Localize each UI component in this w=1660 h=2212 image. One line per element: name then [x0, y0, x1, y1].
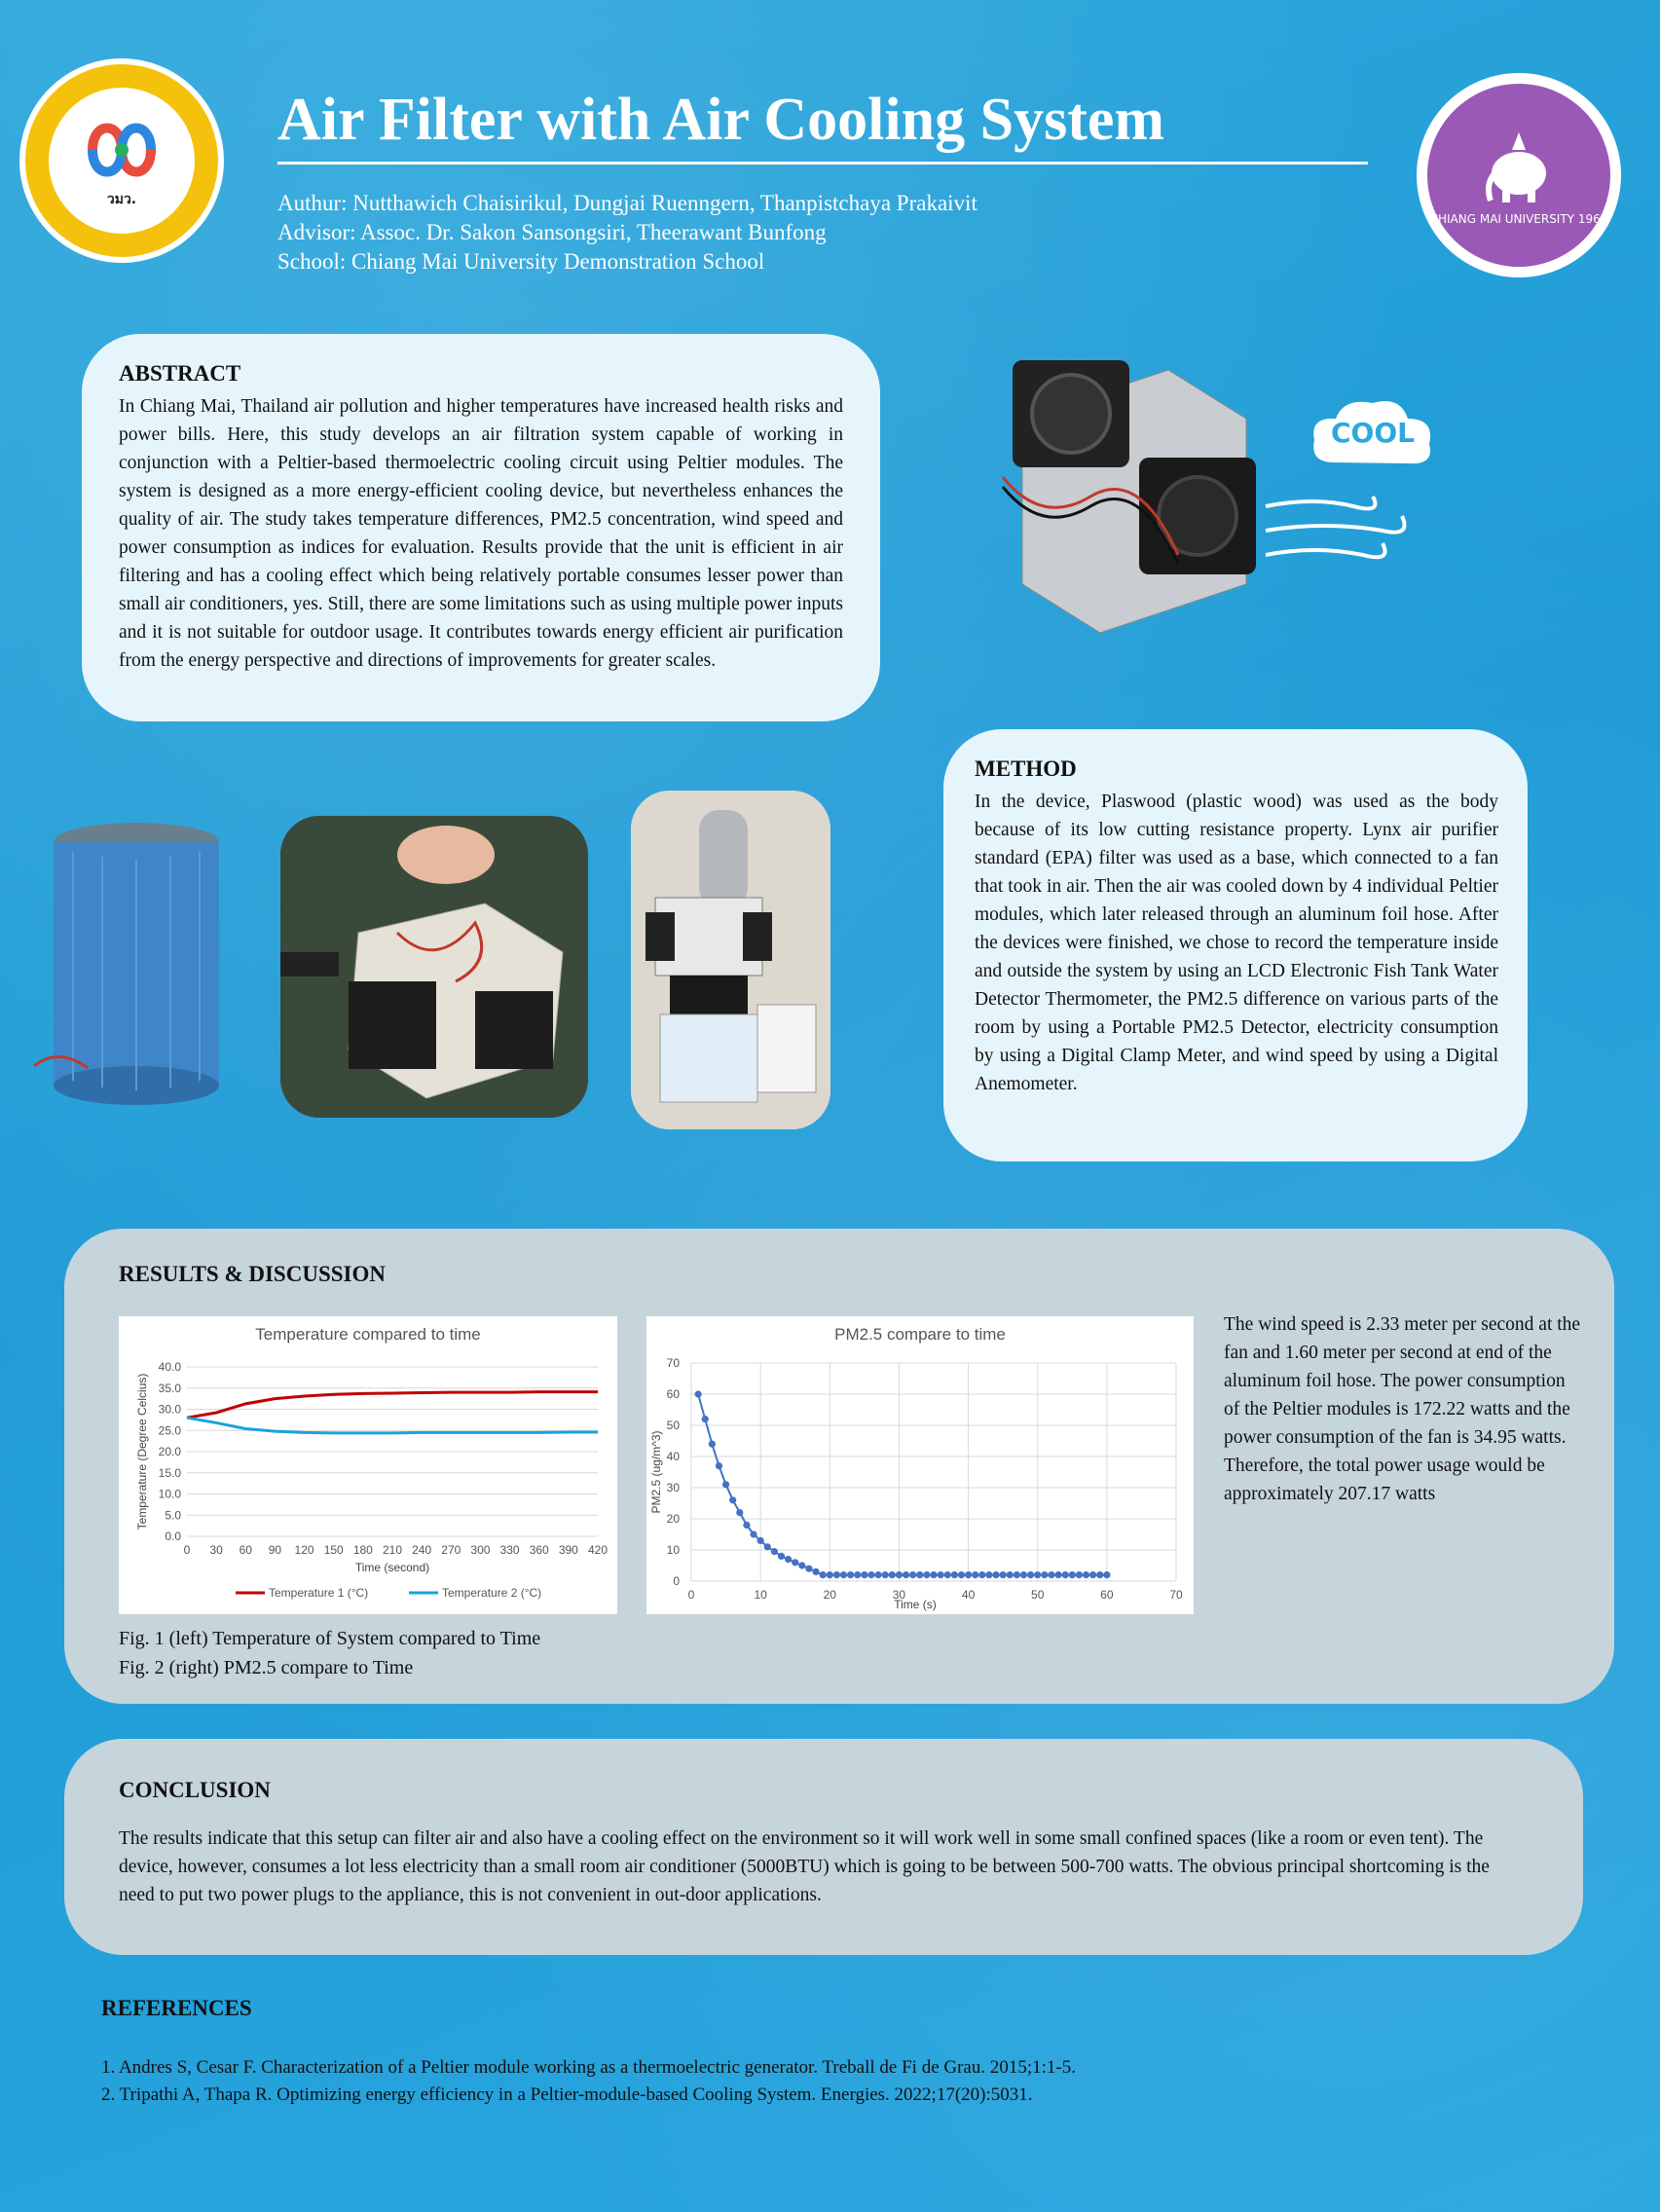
- data-point: [1062, 1571, 1069, 1578]
- data-point: [972, 1571, 978, 1578]
- y-axis-label: Temperature (Degree Celcius): [135, 1373, 149, 1530]
- x-tick-label: 20: [823, 1588, 836, 1602]
- x-tick-label: 420: [587, 1543, 609, 1557]
- data-point: [944, 1571, 951, 1578]
- data-point: [833, 1571, 840, 1578]
- university-logo-label: CHIANG MAI UNIVERSITY 1964: [1429, 212, 1608, 226]
- y-tick-label: 10.0: [158, 1487, 181, 1501]
- data-point: [1069, 1571, 1076, 1578]
- chart-title: PM2.5 compare to time: [834, 1325, 1006, 1344]
- y-tick-label: 15.0: [158, 1465, 181, 1480]
- y-tick-label: 20: [666, 1512, 680, 1526]
- author-block: [277, 189, 978, 276]
- x-axis-label: Time (s): [894, 1598, 937, 1611]
- data-point: [1054, 1571, 1061, 1578]
- data-point: [930, 1571, 937, 1578]
- airflow-swirl-icon: [1256, 467, 1431, 584]
- data-point: [805, 1566, 812, 1572]
- y-tick-label: 30: [666, 1481, 680, 1494]
- school-logo-label: วมว.: [106, 192, 137, 207]
- school-logo: [19, 58, 224, 263]
- advisor-line: Advisor: Assoc. Dr. Sakon Sansongsiri, Theerawant Bunfong: [277, 220, 827, 244]
- school-logo-emblem: [49, 88, 195, 234]
- y-tick-label: 50: [666, 1419, 680, 1432]
- x-tick-label: 0: [183, 1543, 191, 1557]
- figure-2-caption: Fig. 2 (right) PM2.5 compare to Time: [119, 1657, 414, 1678]
- data-point: [1034, 1571, 1041, 1578]
- y-tick-label: 60: [666, 1387, 680, 1401]
- data-point: [896, 1571, 903, 1578]
- data-point: [840, 1571, 847, 1578]
- method-panel: [943, 729, 1528, 1161]
- data-point: [854, 1571, 861, 1578]
- x-tick-label: 40: [961, 1588, 976, 1602]
- data-point: [722, 1481, 729, 1488]
- data-point: [847, 1571, 854, 1578]
- legend-entry: Temperature 1 (°C): [269, 1586, 369, 1600]
- x-tick-label: 60: [239, 1543, 252, 1557]
- x-tick-label: 60: [1100, 1588, 1114, 1602]
- conclusion-panel: [64, 1739, 1583, 1955]
- data-point: [1027, 1571, 1034, 1578]
- data-point: [1000, 1571, 1007, 1578]
- x-tick-label: 270: [441, 1543, 461, 1557]
- data-point: [798, 1562, 805, 1568]
- references-section: [101, 1996, 1562, 2109]
- x-tick-label: 390: [558, 1543, 578, 1557]
- y-tick-label: 5.0: [165, 1508, 181, 1523]
- conclusion-heading: CONCLUSION: [119, 1778, 271, 1802]
- abstract-heading: ABSTRACT: [119, 361, 241, 386]
- peltier-device-photo: [983, 331, 1275, 643]
- data-point: [1096, 1571, 1103, 1578]
- legend-entry: Temperature 2 (°C): [442, 1586, 542, 1600]
- reference-item: 2. Tripathi A, Thapa R. Optimizing energy efficiency in a Peltier-module-based Cooling System. Energies. 2022;17(20):5031.: [101, 2084, 1033, 2105]
- data-point: [736, 1509, 743, 1516]
- x-tick-label: 30: [892, 1588, 906, 1602]
- y-tick-label: 10: [666, 1543, 680, 1557]
- data-point: [716, 1462, 722, 1469]
- data-point: [938, 1571, 944, 1578]
- pm25-chart: [646, 1316, 1194, 1614]
- data-point: [909, 1571, 916, 1578]
- data-point: [827, 1571, 833, 1578]
- y-axis-label: PM2.5 (ug/m^3): [649, 1430, 663, 1514]
- data-point: [771, 1548, 778, 1555]
- x-tick-label: 300: [470, 1543, 491, 1557]
- temperature-chart: [119, 1316, 617, 1614]
- results-discussion-text: The wind speed is 2.33 meter per second at the fan and 1.60 meter per second at end of the aluminum foil hose. The power consumption of the Peltier modules is 172.22 watts and the power consumption of the fan is 34.95 watts. Therefore, the total power usage would be approximately 207.17 watts: [1224, 1314, 1581, 1504]
- x-tick-label: 210: [382, 1543, 403, 1557]
- y-tick-label: 20.0: [158, 1445, 181, 1458]
- data-point: [1076, 1571, 1083, 1578]
- x-tick-label: 180: [352, 1543, 373, 1557]
- university-logo: [1417, 73, 1621, 277]
- x-tick-label: 360: [529, 1543, 549, 1557]
- x-tick-label: 120: [294, 1543, 314, 1557]
- data-point: [1041, 1571, 1048, 1578]
- data-point: [1103, 1571, 1110, 1578]
- data-point: [812, 1568, 819, 1575]
- y-tick-label: 30.0: [158, 1402, 181, 1417]
- poster-title: Air Filter with Air Cooling System: [277, 87, 1165, 153]
- authors-line: Authur: Nutthawich Chaisirikul, Dungjai Ruenngern, Thanpistchaya Prakaivit: [277, 191, 978, 215]
- x-tick-label: 70: [1169, 1588, 1183, 1602]
- y-tick-label: 35.0: [158, 1381, 181, 1395]
- data-point: [1048, 1571, 1054, 1578]
- conclusion-text: The results indicate that this setup can filter air and also have a cooling effect on the environment so it will work well in some small confined spaces (like a room or even tent). The device, however, consumes a lot less electricity than a small room air conditioner (5000BTU) which is going to be between 500-700 watts. The obvious principal shortcoming is the need to put two power plugs to the appliance, this is not convenient in out-door applications.: [119, 1828, 1490, 1905]
- method-text: In the device, Plaswood (plastic wood) was used as the body because of its low cutting resistance property. Lynx air purifier standard (EPA) filter was used as a base, which connected to a fan that took in air. Then the air was cooled down by 4 individual Peltier modules, which later released through an aluminum foil hose. After the devices were finished, we chose to record the temperature inside and outside the system by using an LCD Electronic Fish Tank Water Detector Thermometer, the PM2.5 difference on various parts of the room by using a Portable PM2.5 Detector, electricity consumption by using a Digital Clamp Meter, and wind speed by using a Digital Anemometer.: [975, 792, 1498, 1094]
- data-point: [861, 1571, 867, 1578]
- abstract-text: In Chiang Mai, Thailand air pollution and higher temperatures have increased health risks and power bills. Here, this study develops an air filtration system capable of working in conjunction with a Peltier-based thermoelectric cooling circuit using Peltier modules. The system is designed as a more energy-efficient cooling device, but nevertheless enhances the quality of air. The study takes temperature differences, PM2.5 concentration, wind speed and power consumption as indices for evaluation. Results provide that the unit is efficient in air filtering and has a cooling effect which being relatively portable consumes lesser power than small air conditioners, yes. Still, there are some limitations such as using multiple power inputs and it is not suitable for outdoor usage. It contributes towards energy efficient air purification from the energy perspective and directions of improvements for greater scales.: [119, 396, 843, 671]
- prototype-photo: [631, 791, 830, 1129]
- data-point: [916, 1571, 923, 1578]
- reference-item: 1. Andres S, Cesar F. Characterization of a Peltier module working as a thermoelectric generator. Treball de Fi de Grau. 2015;1:1-5.: [101, 2057, 1076, 2078]
- y-tick-label: 0: [673, 1574, 680, 1588]
- data-point: [785, 1556, 792, 1563]
- data-point: [1020, 1571, 1027, 1578]
- elephant-icon: [1475, 125, 1563, 212]
- data-point: [702, 1416, 709, 1422]
- series-line-1: [187, 1392, 598, 1419]
- data-point: [923, 1571, 930, 1578]
- figure-captions: [119, 1624, 540, 1682]
- y-tick-label: 70: [666, 1356, 680, 1370]
- university-logo-seal: [1427, 84, 1610, 267]
- data-point: [1083, 1571, 1089, 1578]
- data-point: [1014, 1571, 1020, 1578]
- abstract-panel: [82, 334, 880, 721]
- data-point: [958, 1571, 965, 1578]
- data-point: [951, 1571, 958, 1578]
- title-divider: [277, 162, 1368, 165]
- data-point: [965, 1571, 972, 1578]
- figure-1-caption: Fig. 1 (left) Temperature of System compared to Time: [119, 1628, 541, 1649]
- y-tick-label: 40.0: [158, 1360, 181, 1374]
- data-point: [820, 1571, 827, 1578]
- data-point: [889, 1571, 896, 1578]
- references-heading: REFERENCES: [101, 1996, 252, 2020]
- cool-label: COOL: [1331, 417, 1415, 449]
- x-tick-label: 240: [412, 1543, 432, 1557]
- ribbon-emblem-icon: [73, 111, 170, 189]
- y-tick-label: 25.0: [158, 1423, 181, 1438]
- chart-title: Temperature compared to time: [255, 1325, 481, 1344]
- data-point: [729, 1496, 736, 1503]
- x-tick-label: 150: [323, 1543, 344, 1557]
- x-tick-label: 330: [499, 1543, 520, 1557]
- data-point: [709, 1441, 716, 1448]
- data-point: [978, 1571, 985, 1578]
- data-point: [874, 1571, 881, 1578]
- x-tick-label: 10: [754, 1588, 767, 1602]
- data-point: [764, 1543, 771, 1550]
- data-point: [1089, 1571, 1096, 1578]
- x-tick-label: 0: [687, 1588, 695, 1602]
- y-tick-label: 40: [666, 1450, 680, 1463]
- data-point: [867, 1571, 874, 1578]
- assembly-photo: [280, 816, 588, 1118]
- x-tick-label: 30: [209, 1543, 223, 1557]
- method-heading: METHOD: [975, 756, 1077, 781]
- air-filter-photo: [29, 813, 234, 1115]
- data-point: [743, 1522, 750, 1529]
- y-tick-label: 0.0: [165, 1530, 181, 1543]
- data-point: [985, 1571, 992, 1578]
- data-point: [992, 1571, 999, 1578]
- x-tick-label: 50: [1031, 1588, 1045, 1602]
- data-point: [1007, 1571, 1014, 1578]
- x-tick-label: 90: [268, 1543, 282, 1557]
- school-line: School: Chiang Mai University Demonstration School: [277, 249, 765, 274]
- data-point: [695, 1390, 702, 1397]
- results-heading: RESULTS & DISCUSSION: [119, 1262, 386, 1286]
- data-point: [778, 1553, 785, 1560]
- data-point: [757, 1537, 764, 1544]
- data-point: [750, 1530, 756, 1537]
- series-line: [698, 1394, 1107, 1575]
- data-point: [792, 1559, 798, 1566]
- data-point: [903, 1571, 909, 1578]
- x-axis-label: Time (second): [354, 1561, 430, 1574]
- data-point: [882, 1571, 889, 1578]
